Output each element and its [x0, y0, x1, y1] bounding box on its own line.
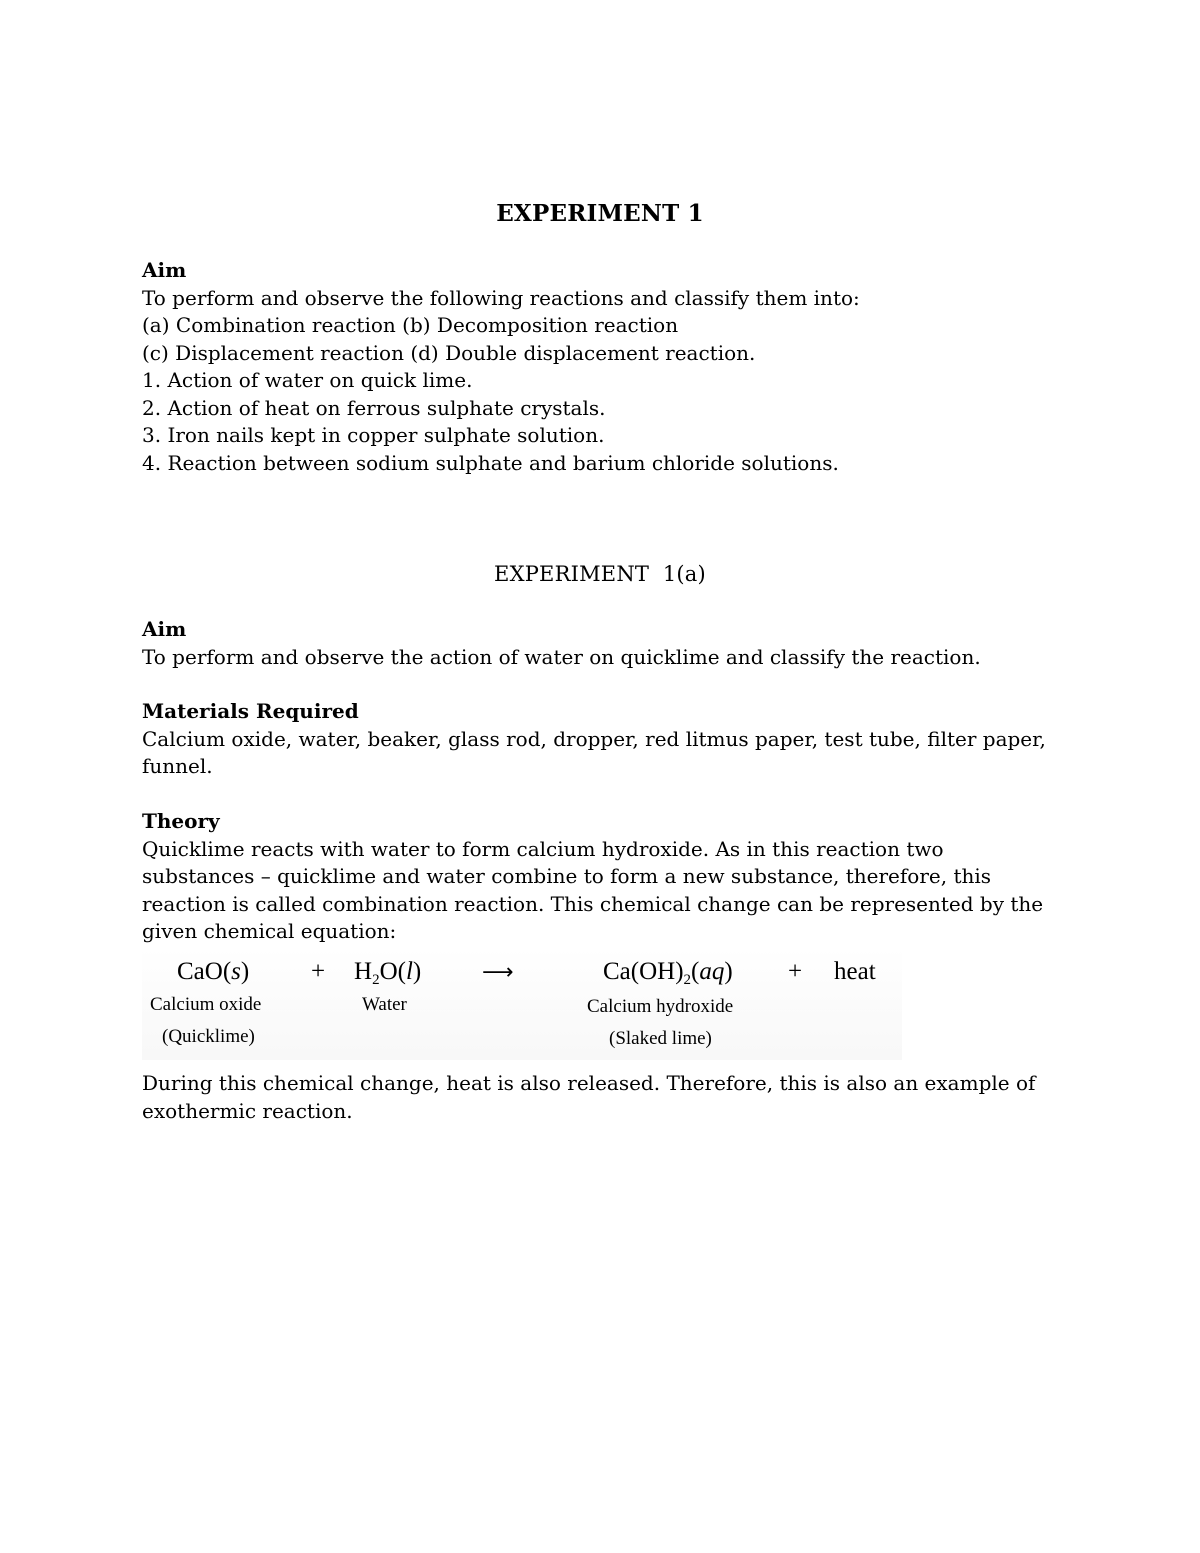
materials-heading: Materials Required: [142, 699, 359, 723]
conclusion-text: During this chemical change, heat is also released. Therefore, this is also an example of exothermic reaction.: [142, 1071, 1036, 1123]
water-subscript: 2: [372, 972, 380, 988]
experiment-1a-title-text: EXPERIMENT 1(a): [494, 562, 706, 586]
theory-text: Quicklime reacts with water to form calcium hydroxide. As in this reaction two substances – quicklime and water combine to form a new substance, therefore, this reaction is called combination reaction. This chemical change can be represented by the given chemical equation:: [142, 836, 1044, 943]
state-liquid: l: [405, 958, 413, 985]
experiment-1a-aim-section: [142, 616, 1062, 671]
product-formula: Ca(OH): [603, 958, 684, 985]
experiment-1-title: EXPERIMENT 1: [496, 200, 704, 227]
materials-text: Calcium oxide, water, beaker, glass rod, dropper, red litmus paper, test tube, filter paper, funnel.: [142, 726, 1046, 778]
experiment-1a-title: [0, 562, 1200, 586]
aim-line: 4. Reaction between sodium sulphate and barium chloride solutions.: [142, 450, 839, 475]
experiment-1-aim-heading: Aim: [142, 258, 187, 282]
reactant-water: [354, 958, 421, 989]
state-paren: ): [240, 958, 250, 985]
product-calcium-hydroxide: [603, 958, 733, 989]
reactant-2-name: Water: [362, 994, 407, 1015]
state-aqueous: aq: [699, 958, 725, 985]
state-paren: ): [412, 958, 422, 985]
conclusion-section: [142, 1070, 1062, 1125]
product-common-name: (Slaked lime): [609, 1028, 712, 1049]
cao-formula: CaO: [177, 958, 223, 985]
plus-sign-2: +: [788, 958, 803, 985]
aim-line: 3. Iron nails kept in copper sulphate solution.: [142, 423, 605, 447]
aim-line: To perform and observe the following reactions and classify them into:: [142, 285, 860, 310]
state-paren: (: [691, 958, 700, 985]
experiment-1-aim-section: [142, 257, 1062, 477]
theory-heading: Theory: [142, 809, 220, 833]
state-solid: s: [231, 958, 241, 985]
product-name: Calcium hydroxide: [587, 996, 734, 1017]
experiment-1a-aim-text: To perform and observe the action of water on quicklime and classify the reaction.: [142, 644, 981, 669]
experiment-1a-aim-heading: Aim: [142, 617, 187, 641]
product-heat: heat: [834, 958, 876, 985]
aim-line: (a) Combination reaction (b) Decomposition reaction: [142, 313, 679, 337]
reaction-arrow-icon: ⟶: [482, 960, 514, 985]
plus-sign-1: +: [311, 958, 326, 985]
reactant-1-common-name: (Quicklime): [162, 1026, 255, 1047]
materials-section: [142, 698, 1062, 781]
reactant-cao: [177, 958, 249, 986]
aim-line: 2. Action of heat on ferrous sulphate crystals.: [142, 395, 606, 420]
product-subscript: 2: [683, 972, 692, 988]
state-paren: (: [222, 958, 232, 985]
theory-section: [142, 808, 1062, 946]
state-paren: ): [724, 958, 733, 985]
aim-line: 1. Action of water on quick lime.: [142, 368, 473, 392]
water-o: O(: [379, 958, 406, 985]
water-h: H: [354, 958, 373, 985]
chemical-equation-image: [142, 948, 902, 1060]
aim-line: (c) Displacement reaction (d) Double displacement reaction.: [142, 340, 756, 365]
reactant-1-name: Calcium oxide: [150, 994, 262, 1015]
